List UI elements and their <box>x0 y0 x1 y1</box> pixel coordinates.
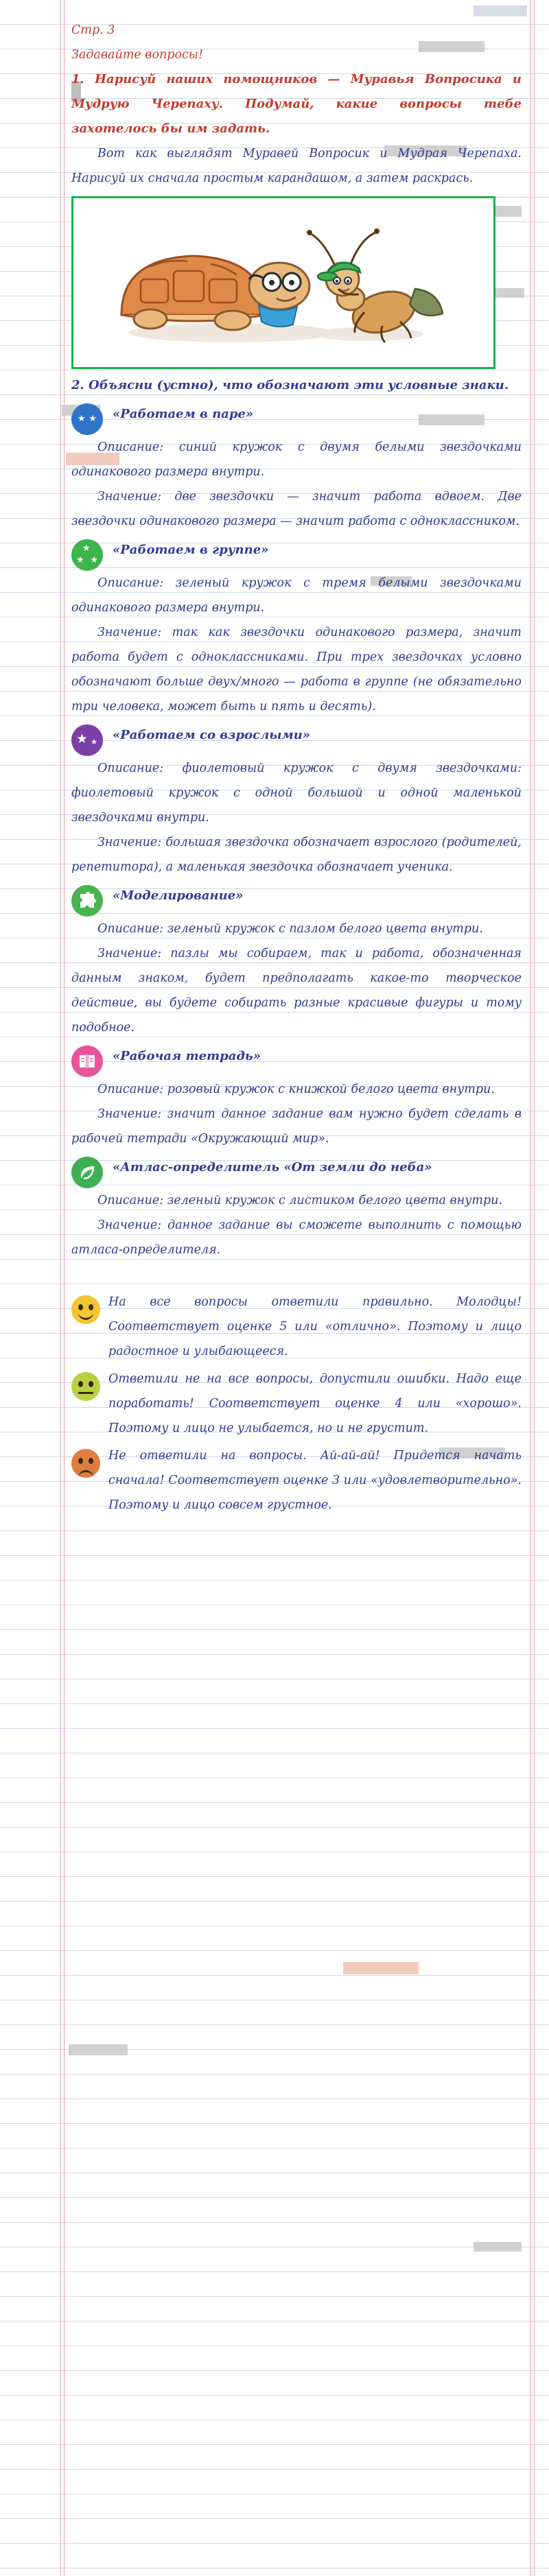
result-item-satisfactory <box>71 1443 522 1517</box>
description-text: фиолетовый кружок с двумя звездочками: фиолетовый кружок с одной большой и одной маленькой звездочками внутри. <box>71 761 522 825</box>
mouth-smile <box>78 1310 93 1320</box>
eye-right <box>89 1381 93 1387</box>
description-label: Описание: <box>97 1083 164 1096</box>
description-text: синий кружок с двумя белыми звездочками одинакового размера внутри. <box>71 440 522 479</box>
meaning-label: Значение: <box>97 1218 162 1232</box>
mouth-flat <box>78 1392 93 1394</box>
illustration-turtle-and-ant <box>71 196 495 369</box>
group-badge-icon: ★ ★ ★ <box>71 539 103 571</box>
result-text: Ответили не на все вопросы, допустили ошибки. Надо еще поработать! Соответствует оценке 4 или «хорошо». Поэтому и лицо не улыбается, но и не грустит. <box>108 1372 522 1435</box>
meaning-label: Значение: <box>97 947 162 960</box>
sign-description <box>71 756 522 830</box>
task-1-body: Вот как выглядят Муравей Вопросик и Мудрая Черепаха. Нарисуй их сначала простым карандашом, а затем раскрась. <box>71 147 522 185</box>
description-label: Описание: <box>97 922 164 936</box>
adult-badge-icon: ★ ★ <box>71 724 103 756</box>
leaf-icon <box>71 1157 103 1188</box>
sign-item-group <box>71 538 522 571</box>
sign-item-pair <box>71 402 522 435</box>
meaning-text: данное задание вы сможете выполнить с помощью атласа-определителя. <box>71 1218 522 1257</box>
redaction-block <box>343 1962 419 1974</box>
meaning-text: так как звездочки одинакового размера, значит работа будет с одноклассниками. При трех звездочках условно обозначают больше двух/много — работа в группе (не обязательно три человека, может быть и пять и десять). <box>71 626 522 713</box>
description-text: зеленый кружок с листиком белого цвета внутри. <box>167 1194 503 1207</box>
sign-meaning <box>71 1213 522 1262</box>
puzzle-piece-shape <box>78 892 96 910</box>
description-text: розовый кружок с книжкой белого цвета внутри. <box>167 1083 495 1096</box>
sign-meaning <box>71 484 522 534</box>
description-text: зеленый кружок с пазлом белого цвета внутри. <box>167 922 483 936</box>
sign-meaning <box>71 620 522 719</box>
result-item-good <box>71 1367 522 1441</box>
sign-description <box>71 435 522 484</box>
meaning-label: Значение: <box>97 836 162 849</box>
section-heading: Задавайте вопросы! <box>71 48 204 62</box>
spacer <box>71 1262 522 1287</box>
eye-right <box>89 1458 93 1464</box>
sign-label: «Работаем в паре» <box>113 407 254 421</box>
sign-meaning <box>71 941 522 1040</box>
puzzle-icon <box>71 885 103 917</box>
description-text: зеленый кружок с тремя белыми звездочками одинакового размера внутри. <box>71 576 522 615</box>
result-item-excellent <box>71 1290 522 1364</box>
task-1-title: 1. Нарисуй наших помощников — Муравья Вопросика и Мудрую Черепаху. Подумай, какие вопросы тебе захотелось бы им задать. <box>71 72 522 136</box>
sign-label: «Работаем в группе» <box>113 543 269 557</box>
pair-badge-icon: ★ ★ <box>71 403 103 435</box>
meaning-text: пазлы мы собираем, так и работа, обозначенная данным знаком, будет предполагать какое-то творческое действие, вы будете собирать разные красивые фигуры и тому подобное. <box>71 947 522 1035</box>
redaction-block <box>474 2242 522 2252</box>
result-text: Не ответили на вопросы. Ай-ай-ай! Придется начать сначала! Соответствует оценке 3 или «удовлетворительно». Поэтому и лицо совсем грустное. <box>108 1449 522 1512</box>
sign-description <box>71 917 522 941</box>
eye-left <box>78 1381 83 1387</box>
sad-face-icon <box>71 1449 100 1478</box>
sign-label: «Моделирование» <box>113 888 244 903</box>
sign-item-adult <box>71 723 522 756</box>
book-icon <box>71 1045 103 1077</box>
sign-meaning <box>71 1102 522 1151</box>
description-label: Описание: <box>97 761 164 775</box>
open-book-shape <box>78 1053 96 1070</box>
sign-label: «Рабочая тетрадь» <box>113 1049 261 1063</box>
eye-right <box>89 1304 93 1310</box>
meaning-label: Значение: <box>97 626 162 639</box>
sign-item-workbook <box>71 1044 522 1077</box>
sign-description <box>71 1188 522 1213</box>
description-label: Описание: <box>97 576 164 590</box>
happy-face-icon <box>71 1295 100 1324</box>
illustration-svg <box>73 198 489 363</box>
redaction-block <box>69 2044 128 2055</box>
neutral-face-icon <box>71 1372 100 1401</box>
description-label: Описание: <box>97 1194 164 1207</box>
eye-left <box>78 1304 83 1310</box>
page-number: Стр. 3 <box>71 23 115 37</box>
sign-meaning <box>71 830 522 879</box>
task-2-title: 2. Объясни (устно), что обозначают эти условные знаки. <box>71 378 509 392</box>
sign-item-atlas <box>71 1155 522 1188</box>
meaning-label: Значение: <box>97 490 162 504</box>
meaning-text: большая звездочка обозначает взрослого (родителей, репетитора), а маленькая звездочка обозначает ученика. <box>71 836 522 874</box>
result-text: На все вопросы ответили правильно. Молодцы! Соответствует оценке 5 или «отлично». Поэтому и лицо радостное и улыбающееся. <box>108 1295 522 1358</box>
sign-description <box>71 571 522 620</box>
sign-label: «Атлас-определитель «От земли до неба» <box>113 1160 432 1174</box>
sign-description <box>71 1077 522 1102</box>
mouth-frown <box>78 1470 93 1478</box>
sign-label: «Работаем со взрослыми» <box>113 728 311 742</box>
sign-item-modeling <box>71 884 522 917</box>
description-label: Описание: <box>97 440 164 454</box>
meaning-label: Значение: <box>97 1107 162 1121</box>
leaf-shape <box>78 1163 96 1181</box>
eye-left <box>78 1458 83 1464</box>
meaning-text: две звездочки — значит работа вдвоем. Две звездочки одинакового размера — значит работа с одноклассником. <box>71 490 522 528</box>
meaning-text: значит данное задание вам нужно будет сделать в рабочей тетради «Окружающий мир». <box>71 1107 522 1146</box>
